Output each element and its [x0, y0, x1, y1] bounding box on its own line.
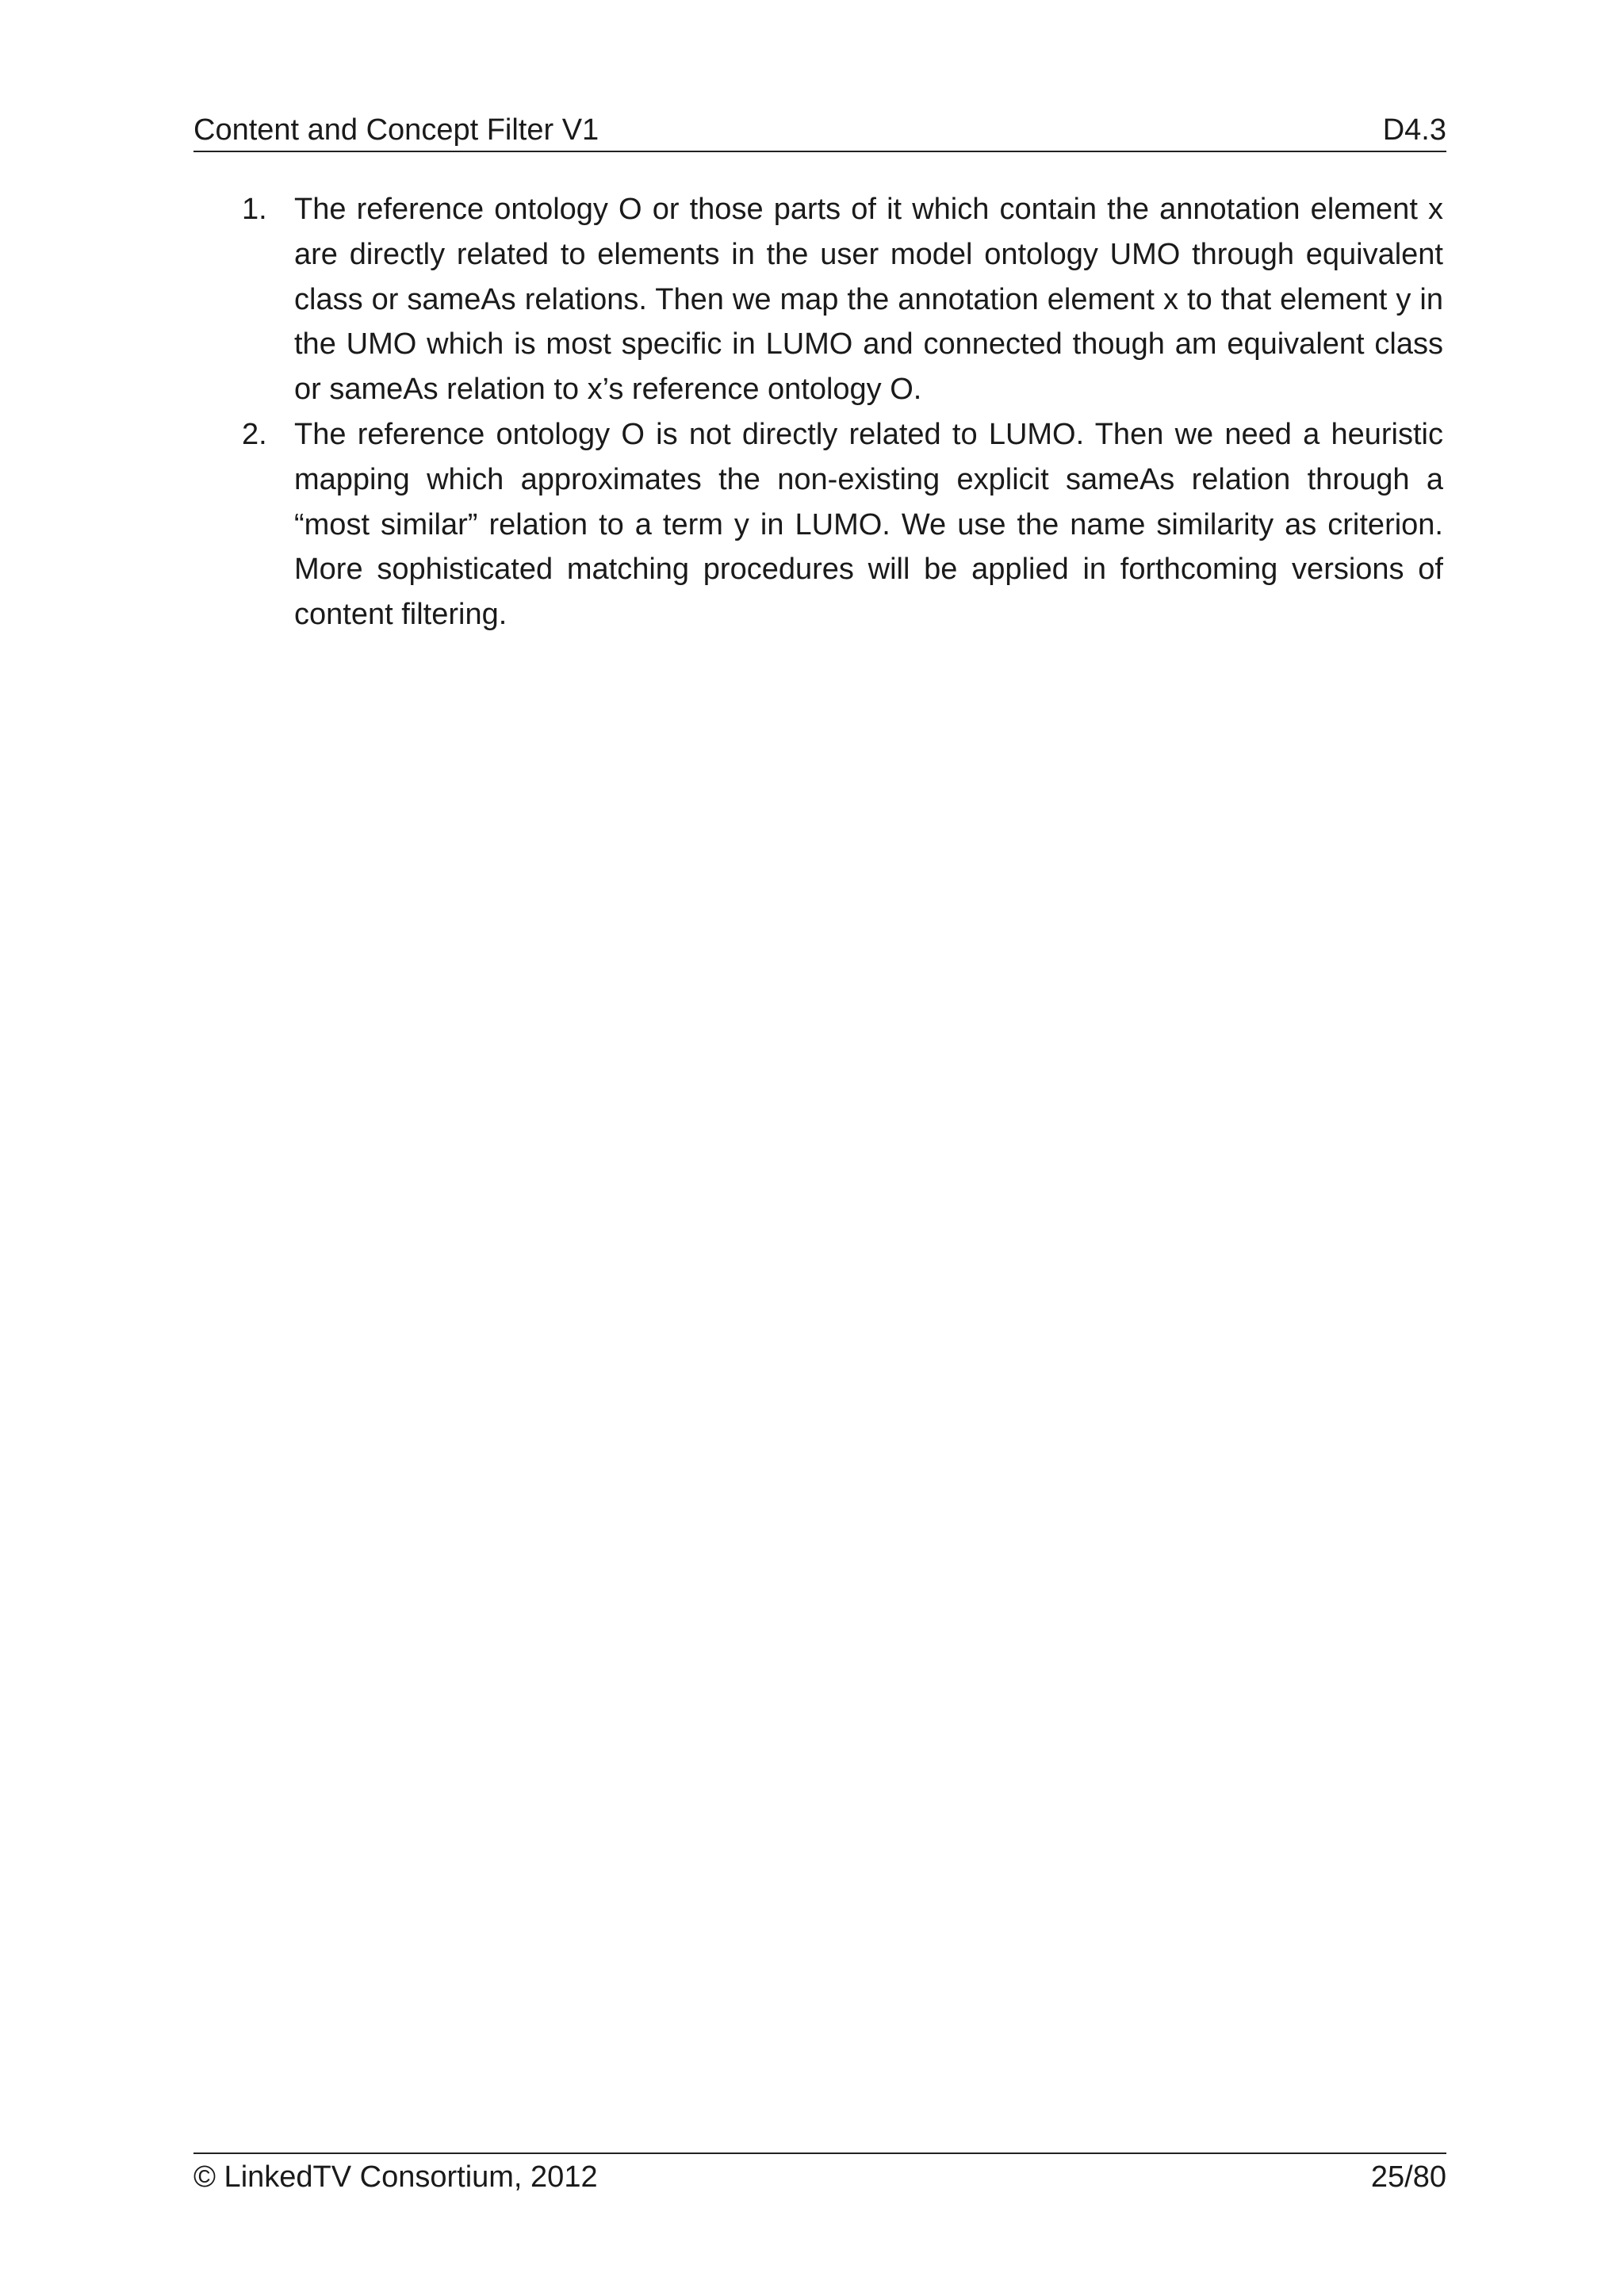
footer-page-number: 25/80: [1370, 2160, 1446, 2194]
list-item: [242, 187, 1443, 412]
list-item-text: The reference ontology O is not directly related to LUMO. Then we need a heuristic mapping which approximates the non-existing explicit sameAs relation through a “most similar” relation to a term y in LUMO. We use the name similarity as criterion. More sophisticated matching procedures will be applied in forthcoming versions of content filtering.: [294, 417, 1443, 632]
footer-copyright: © LinkedTV Consortium, 2012: [193, 2160, 598, 2194]
list-item-number: 2.: [242, 417, 267, 451]
header-doc-id: D4.3: [1382, 113, 1446, 147]
main-content: [242, 187, 1443, 637]
list-item-text: The reference ontology O or those parts of it which contain the annotation element x are directly related to elements in the user model ontology UMO through equivalent class or sameAs relations. Then we map the annotation element x to that element y in the UMO which is most specific in LUMO and connected though am equivalent class or sameAs relation to x’s reference ontology O.: [294, 193, 1443, 407]
page-footer: [193, 2152, 1446, 2195]
numbered-list: [242, 187, 1443, 637]
header-title: Content and Concept Filter V1: [193, 113, 599, 147]
list-item-number: 1.: [242, 193, 267, 226]
page-header: [193, 111, 1446, 152]
list-item: [242, 412, 1443, 637]
